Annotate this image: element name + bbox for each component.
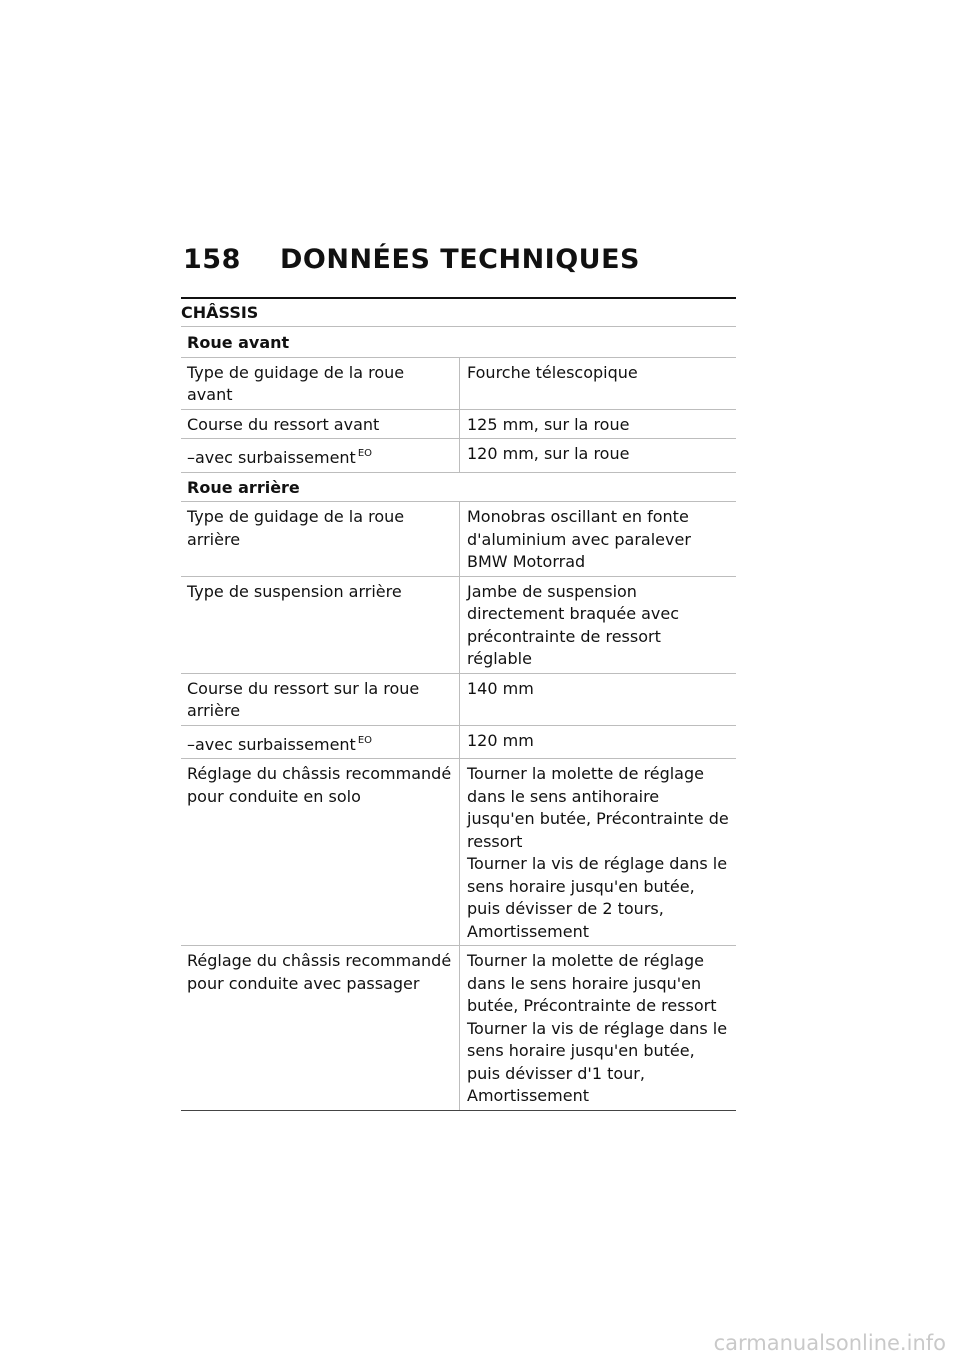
table-row <box>181 946 736 1111</box>
row-label: Course du ressort avant <box>181 409 460 439</box>
page-header <box>183 244 743 275</box>
row-value: 120 mm, sur la roue <box>460 439 737 473</box>
table-row <box>181 673 736 725</box>
row-label: –avec surbaissement <box>187 734 356 754</box>
row-label: Réglage du châssis recommandé pour conduite avec passager <box>181 946 460 1111</box>
watermark: carmanualsonline.info <box>713 1331 946 1355</box>
row-value: Monobras oscillant en fonte d'aluminium avec paralever BMW Motorrad <box>460 502 737 577</box>
row-value: Jambe de suspension directement braquée avec précontrainte de ressort réglable <box>460 576 737 673</box>
row-label-cell <box>181 439 460 473</box>
group-title: Roue avant <box>181 328 736 357</box>
table-row <box>181 357 736 409</box>
row-value-line: Tourner la molette de réglage dans le sens antihoraire jusqu'en butée, Précontrainte de ressort <box>467 764 729 851</box>
row-value: Fourche télescopique <box>460 357 737 409</box>
row-value-line: Tourner la vis de réglage dans le sens horaire jusqu'en butée, puis dévisser d'1 tour, Amortissement <box>467 1018 728 1105</box>
row-value-cell <box>460 759 737 946</box>
group-row-front <box>181 328 736 357</box>
row-value: 120 mm <box>460 725 737 759</box>
table-row <box>181 759 736 946</box>
row-value: 125 mm, sur la roue <box>460 409 737 439</box>
table-row <box>181 409 736 439</box>
table-row <box>181 439 736 473</box>
option-superscript: EO <box>357 448 373 459</box>
row-label: –avec surbaissement <box>187 448 356 467</box>
option-superscript: EO <box>357 734 373 746</box>
group-title: Roue arrière <box>181 472 736 502</box>
row-value-line: Tourner la molette de réglage dans le sens horaire jusqu'en butée, Précontrainte de ressort <box>467 951 717 1015</box>
row-value: 140 mm <box>460 673 737 725</box>
row-label-cell <box>181 725 460 759</box>
table-row <box>181 576 736 673</box>
spec-table <box>181 328 736 1111</box>
row-value-cell <box>460 946 737 1111</box>
section-title: CHÂSSIS <box>181 297 736 327</box>
table-row <box>181 502 736 577</box>
row-value-line: Tourner la vis de réglage dans le sens horaire jusqu'en butée, puis dévisser de 2 tours, Amortissement <box>467 854 728 941</box>
row-label: Type de suspension arrière <box>181 576 460 673</box>
row-label: Type de guidage de la roue arrière <box>181 502 460 577</box>
row-label: Réglage du châssis recommandé pour conduite en solo <box>181 759 460 946</box>
group-row-rear <box>181 472 736 502</box>
page-title: DONNÉES TECHNIQUES <box>280 244 640 275</box>
table-row <box>181 725 736 759</box>
row-label: Type de guidage de la roue avant <box>181 357 460 409</box>
row-label: Course du ressort sur la roue arrière <box>181 673 460 725</box>
page-number: 158 <box>183 244 241 275</box>
